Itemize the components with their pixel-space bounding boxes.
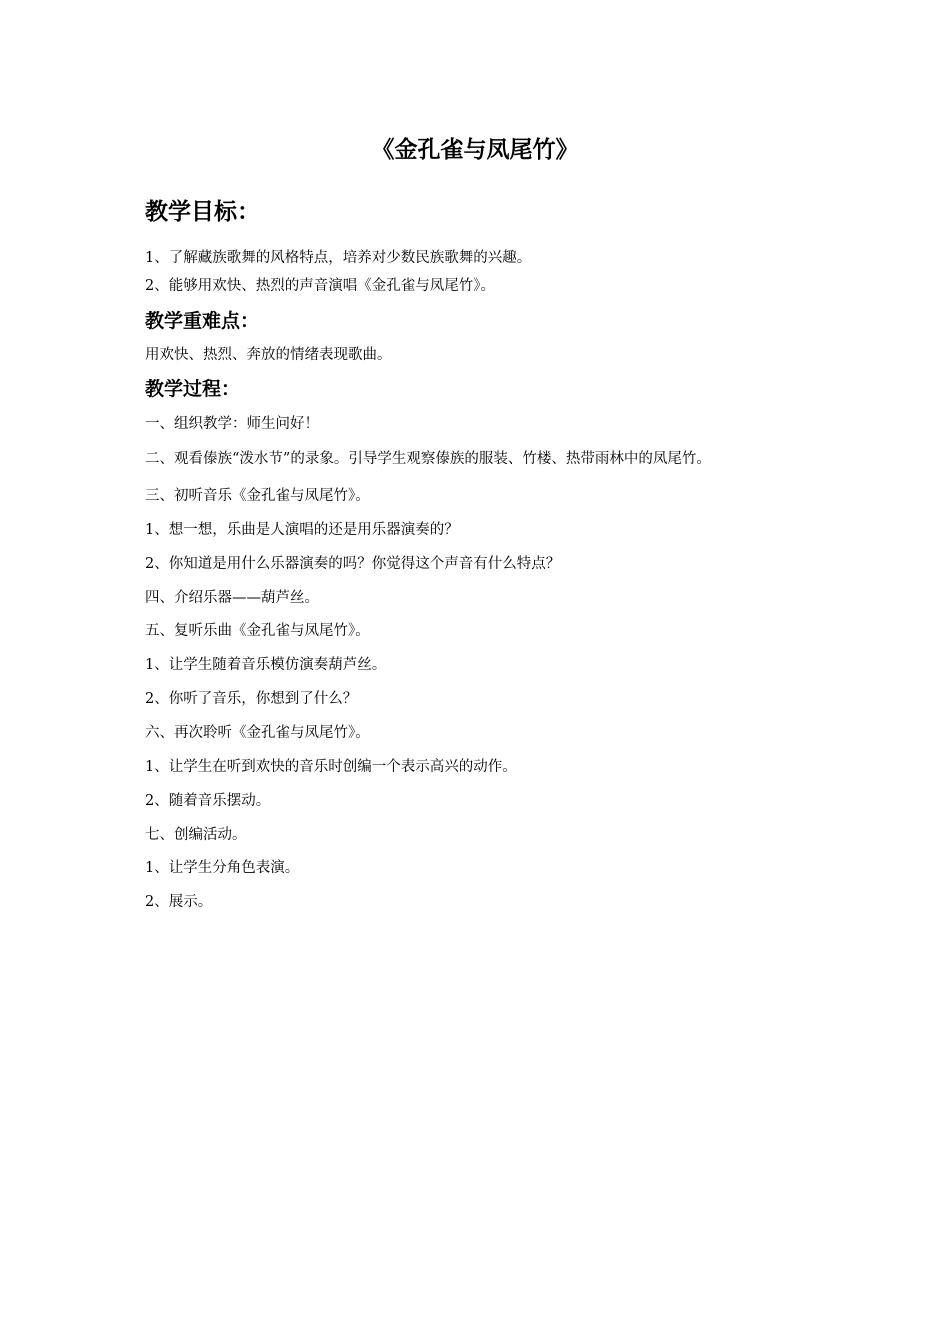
process-item-12: 2、随着音乐摆动。 [145, 793, 271, 809]
process-item-4: 1、想一想，乐曲是人演唱的还是用乐器演奏的？ [145, 522, 459, 538]
process-item-13: 七、创编活动。 [145, 827, 247, 843]
process-item-1: 一、组织教学：师生问好！ [145, 416, 319, 432]
process-item-14: 1、让学生分角色表演。 [145, 860, 300, 876]
process-item-3: 三、初听音乐《金孔雀与凤尾竹》。 [145, 488, 370, 504]
process-item-7: 五、复听乐曲《金孔雀与凤尾竹》。 [145, 623, 370, 639]
process-item-11: 1、让学生在听到欢快的音乐时创编一个表示高兴的动作。 [145, 759, 517, 775]
document-title: 《金孔雀与凤尾竹》 [371, 137, 579, 163]
process-heading: 教学过程： [145, 378, 241, 400]
process-item-15: 2、展示。 [145, 894, 213, 910]
process-item-8: 1、让学生随着音乐模仿演奏葫芦丝。 [145, 657, 387, 673]
process-item-9: 2、你听了音乐，你想到了什么？ [145, 691, 358, 707]
process-item-5: 2、你知道是用什么乐器演奏的吗？你觉得这个声音有什么特点？ [145, 556, 561, 572]
objective-item-2: 2、能够用欢快、热烈的声音演唱《金孔雀与凤尾竹》。 [145, 278, 495, 294]
process-item-6: 四、介绍乐器——葫芦丝。 [145, 590, 319, 606]
objective-item-1: 1、了解藏族歌舞的风格特点，培养对少数民族歌舞的兴趣。 [145, 250, 532, 266]
key-points-heading: 教学重难点： [145, 310, 260, 332]
objectives-heading: 教学目标： [145, 199, 260, 225]
process-item-10: 六、再次聆听《金孔雀与凤尾竹》。 [145, 725, 370, 741]
process-item-2: 二、观看傣族“泼水节”的录象。引导学生观察傣族的服装、竹楼、热带雨林中的凤尾竹。 [145, 451, 711, 467]
key-point-item-1: 用欢快、热烈、奔放的情绪表现歌曲。 [145, 347, 392, 363]
